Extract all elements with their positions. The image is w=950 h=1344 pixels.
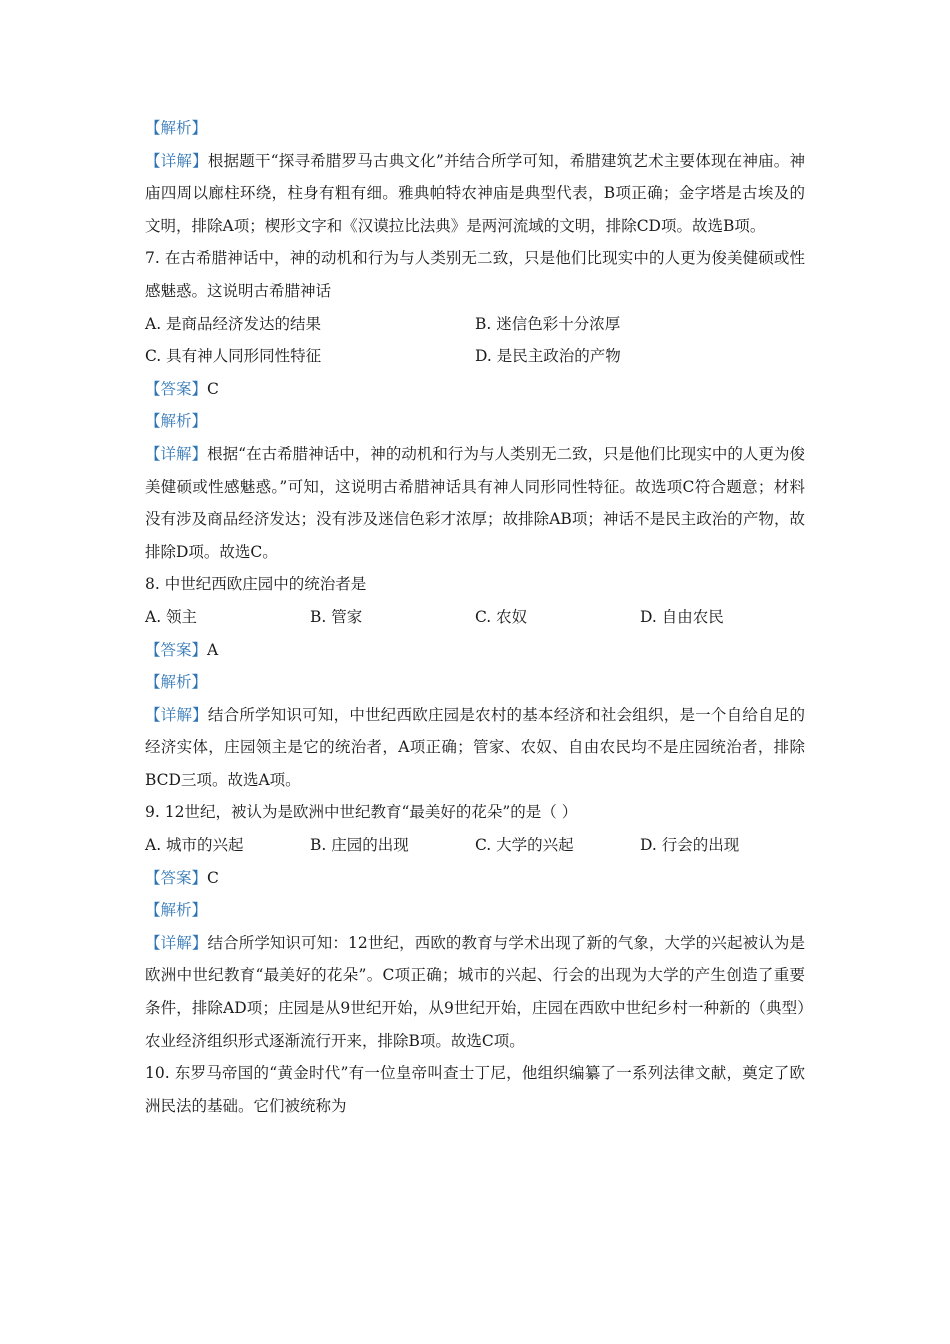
option-b: B. 迷信色彩十分浓厚 (475, 314, 621, 333)
option-a: A. 领主 (145, 607, 198, 626)
question-stem: 9. 12世纪，被认为是欧洲中世纪教育“最美好的花朵”的是（ ） (145, 803, 578, 822)
question-stem: 7. 在古希腊神话中，神的动机和行为与人类别无二致，只是他们比现实中的人更为俊美健硕或性感魅惑。这说明古希腊神话 (145, 249, 805, 300)
answer-options (145, 601, 805, 634)
question-stem: 8. 中世纪西欧庄园中的统治者是 (145, 575, 367, 594)
option-d: D. 是民主政治的产物 (475, 347, 621, 366)
explanation-paragraph (145, 927, 805, 1057)
section-tag: 【详解】 (145, 933, 208, 952)
option-b: B. 庄园的出现 (310, 836, 409, 855)
option-a: A. 是商品经济发达的结果 (145, 314, 322, 333)
explanation-paragraph (145, 145, 805, 243)
option-b: B. 管家 (310, 607, 363, 626)
section-tag: 【详解】 (145, 151, 208, 170)
question-stem: 10. 东罗马帝国的“黄金时代”有一位皇帝叫查士丁尼，他组织编纂了一系列法律文献，奠定了欧洲民法的基础。它们被统称为 (145, 1064, 805, 1115)
answer-line (145, 373, 805, 406)
section-tag: 【详解】 (145, 705, 208, 724)
option-c: C. 具有神人同形同性特征 (145, 347, 322, 366)
section-tag: 【答案】 (145, 868, 208, 887)
option-d: D. 行会的出现 (640, 836, 740, 855)
explanation-text: 结合所学知识可知：12世纪，西欧的教育与学术出现了新的气象，大学的兴起被认为是欧洲中世纪教育“最美好的花朵”。C项正确；城市的兴起、行会的出现为大学的产生创造了重要条件，排除AD项；庄园是从9世纪开始，从9世纪开始，庄园在西欧中世纪乡村一种新的（典型）农业经济组织形式逐渐流行开来，排除B项。故选C项。 (145, 933, 805, 1050)
option-c: C. 农奴 (475, 607, 528, 626)
section-tag: 【解析】 (145, 901, 208, 920)
analysis-heading (145, 112, 805, 145)
document-page (145, 112, 805, 1122)
answer-value: C (207, 868, 219, 887)
section-tag: 【解析】 (145, 119, 208, 137)
explanation-paragraph (145, 438, 805, 568)
analysis-heading (145, 666, 805, 699)
answer-options (145, 308, 805, 373)
section-tag: 【解析】 (145, 412, 208, 431)
option-c: C. 大学的兴起 (475, 836, 574, 855)
section-tag: 【答案】 (145, 379, 208, 398)
option-a: A. 城市的兴起 (145, 836, 244, 855)
answer-value: A (207, 640, 219, 659)
analysis-heading (145, 405, 805, 438)
explanation-paragraph (145, 699, 805, 797)
answer-line (145, 634, 805, 667)
section-tag: 【解析】 (145, 673, 208, 692)
section-tag: 【详解】 (145, 444, 208, 463)
option-d: D. 自由农民 (640, 607, 724, 626)
explanation-text: 根据“在古希腊神话中，神的动机和行为与人类别无二致，只是他们比现实中的人更为俊美健硕或性感魅惑。”可知，这说明古希腊神话具有神人同形同性特征。故选项C符合题意；材料没有涉及商品经济发达；没有涉及迷信色彩才浓厚；故排除AB项；神话不是民主政治的产物，故排除D项。故选C。 (145, 444, 805, 561)
explanation-text: 根据题干“探寻希腊罗马古典文化”并结合所学可知，希腊建筑艺术主要体现在神庙。神庙四周以廊柱环绕，柱身有粗有细。雅典帕特农神庙是典型代表，B项正确；金字塔是古埃及的文明，排除A项；楔形文字和《汉谟拉比法典》是两河流域的文明，排除CD项。故选B项。 (145, 151, 805, 235)
answer-options (145, 829, 805, 862)
section-tag: 【答案】 (145, 640, 208, 659)
answer-line (145, 862, 805, 895)
answer-value: C (207, 379, 219, 398)
analysis-heading (145, 894, 805, 927)
explanation-text: 结合所学知识可知，中世纪西欧庄园是农村的基本经济和社会组织，是一个自给自足的经济实体，庄园领主是它的统治者，A项正确；管家、农奴、自由农民均不是庄园统治者，排除BCD三项。故选A项。 (145, 705, 805, 789)
